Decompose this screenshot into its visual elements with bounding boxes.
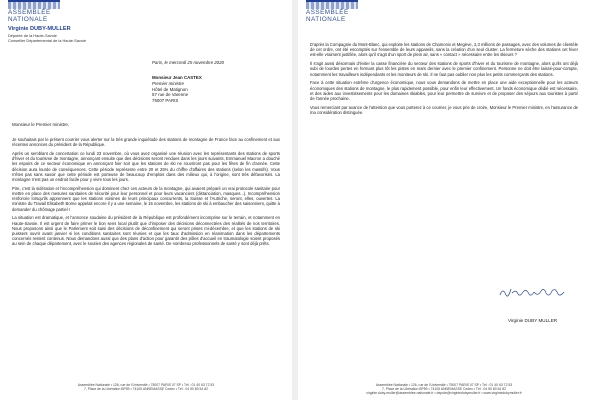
assemblee-nationale-logo (306, 0, 358, 23)
salutation: Monsieur le Premier ministre, (12, 122, 70, 127)
page-footer (0, 383, 292, 391)
paragraph: Vous remerciant par avance de l'attention que vous porterez à ce courrier, je vous prie de croire, Monsieur le Premier ministre, en l'assurance de ma considération distinguée. (310, 104, 578, 116)
paragraph: La situation est dramatique, et l'annonce soudaine du président de la République est profondément incomprise sur le terrain, et notamment en Haute-Savoie. Il est urgent de faire primer le bon sens local plutôt que d'imposer des décisions déconnectées des réalités de nos territoires. Nous proposons ainsi que le Parlement soit saisi des décisions de déconfinement qui seront prises mi-décembre, et que les stations de ski puissent ouvrir avant janvier si les conditions sanitaires sont réunies et que les taux d'admission en réanimation dans les départements concernés restent contenus. Nous demandons aussi que des plans d'action pour garantir des pôles d'accueil en traumatologie soient proposés au sein de chaque département, avec le soutien des agences régionales de santé. De nombreux professionnels de santé y sont déjà prêts. (12, 215, 280, 247)
footer-line-1: Assemblée Nationale • 126, rue de l'Université • 75007 PARIS 07 SP • Tél : 01 40 63 72 53 (375, 383, 513, 387)
paragraph: Pire, c'est la sidération et l'incompréhension qui dominent chez ces acteurs de la montagne, qui avaient préparé un vrai protocole sanitaire pour mettre en place des mesures sanitaires de sécurité pour leur personnel et pour leurs vacanciers (distanciation, masques...). Incompréhension renforcée lorsqu'ils apprennent que les stations voisines de leurs principaux concurrents, la Suisse et l'Autriche, seront, elles, ouvertes. La ministre du Travail Elisabeth Borne appelait encore il y a une semaine, le 15 novembre, les stations de ski à embaucher des saisonniers, quitte à demander du chômage partiel ! (12, 185, 280, 212)
letter-date: Paris, le mercredi 25 novembre 2020 (152, 60, 224, 65)
logo-line-1: ASSEMBLÉE (306, 9, 349, 16)
page-footer (298, 383, 590, 396)
footer-line-2: 7, Place de la Libération BP59 • 74105 ANNEMASSE Cedex • Tél : 04 50 80 54 82 (83, 387, 209, 392)
paragraph: Face à cette situation extrême d'urgence économique, nous vous demandons de mettre en place une aide exceptionnelle pour les acteurs économiques des stations de montagne, le plus rapidement possible, pour enfin leur effectivement. Un fonds économique dédié est nécessaire, et des aides aux investissements pour les domaines skiables, pour leur permettre de survivre et de proposer des séjours aux touristes à partir de l'année prochaine. (310, 80, 578, 102)
sender-name: Virginie DUBY-MULLER (8, 26, 71, 32)
handwritten-signature (498, 283, 566, 303)
paragraph: Après un semblant de concertation ce lundi 23 novembre, où vous avez organisé une réunion avec les représentants des stations de sports d'hiver et du tourisme de montagne, annonçant ensuite que des décisions seront rendues dans les jours suivants, Emmanuel Macron a douché les espoirs de ce secteur économique en annonçant hier soir que les stations de ski ne rouvriront pas pour les fêtes de fin d'année. Cette décision aura lourde de conséquences. Cette période représente entre 20 et 25% du chiffre d'affaires des stations (selon les massifs). Vous n'êtes pas sans savoir que cette période est porteuse de beaucoup d'emplois dans des milieux qui, à l'origine, sont très défavorisés. La montagne n'est pas un endroit facile pour y vivre tous les jours. (12, 151, 280, 183)
paragraph: D'après la Compagnie du Mont-Blanc, qui exploite les stations de Chamonix et Megève, 2,3 millions de passages, avec des volumes de clientèle de cet ordre, ont été escomptés sur l'ensemble de leurs appareils, sans la création d'un seul cluster. La fermeture sèche des stations cet hiver est-elle vraiment justifiée, alors qu'il s'agit d'un sport de plein air, sans « contact » nécessaire entre les skieurs ? (310, 42, 579, 58)
sender-role-1: Députée de la Haute-Savoie (8, 32, 57, 38)
letter-page-1 (0, 0, 292, 400)
sender-role-2: Conseiller Départemental de la Haute-Savoie (8, 38, 87, 44)
letter-page-2 (298, 0, 590, 400)
footer-line-2: 7, Place de la Libération BP59 • 74105 ANNEMASSE Cedex • Tél : 04 50 80 54 82 (381, 387, 507, 392)
sender-block (8, 27, 86, 44)
recipient-title: Premier ministre (152, 80, 184, 86)
letter-body-page-2 (310, 42, 578, 119)
recipient-name: Monsieur Jean CASTEX (152, 75, 202, 80)
footer-line-1: Assemblée Nationale • 126, rue de l'Université • 75007 PARIS 07 SP • Tél : 01 40 63 72 53 (77, 383, 215, 387)
assemblee-nationale-logo (8, 0, 60, 23)
recipient-line-3: 75007 PARIS (152, 98, 179, 104)
logo-line-2: NATIONALE (8, 16, 48, 23)
footer-line-3: virginie.duby-muller@assemblee-nationale.fr • depute@virginiedubymuller.fr • www.virginiedubymuller.fr (366, 391, 522, 396)
paragraph: Je souhaitais par le présent courrier vous alerter sur la très grande inquiétude des stations de montagne de France face au confinement et aux récentes annonces du président de la République. (12, 137, 280, 148)
logo-line-2: NATIONALE (306, 16, 346, 23)
letter-body-page-1 (12, 137, 280, 250)
logo-line-1: ASSEMBLÉE (8, 9, 51, 16)
signature-name: Virginie DUBY MULLER (508, 318, 558, 323)
recipient-address (152, 75, 202, 104)
recipient-line-2: 57 rue de Varenne (152, 92, 189, 98)
paragraph: Il s'agit aussi désormais d'éviter la casse financière du secteur des stations de sports d'hiver et du tourisme de montagne, alors qu'ils ont déjà subi de lourdes pertes en fermant plus tôt les pistes en mars dernier avec le premier confinement. Personne ne doit être laissé-pour-compte, notamment les travailleurs indépendants et les moniteurs de ski. Il ne faut pas oublier non plus les petits commerçants des stations. (310, 61, 578, 77)
recipient-line-1: Hôtel de Matignon (152, 86, 188, 92)
